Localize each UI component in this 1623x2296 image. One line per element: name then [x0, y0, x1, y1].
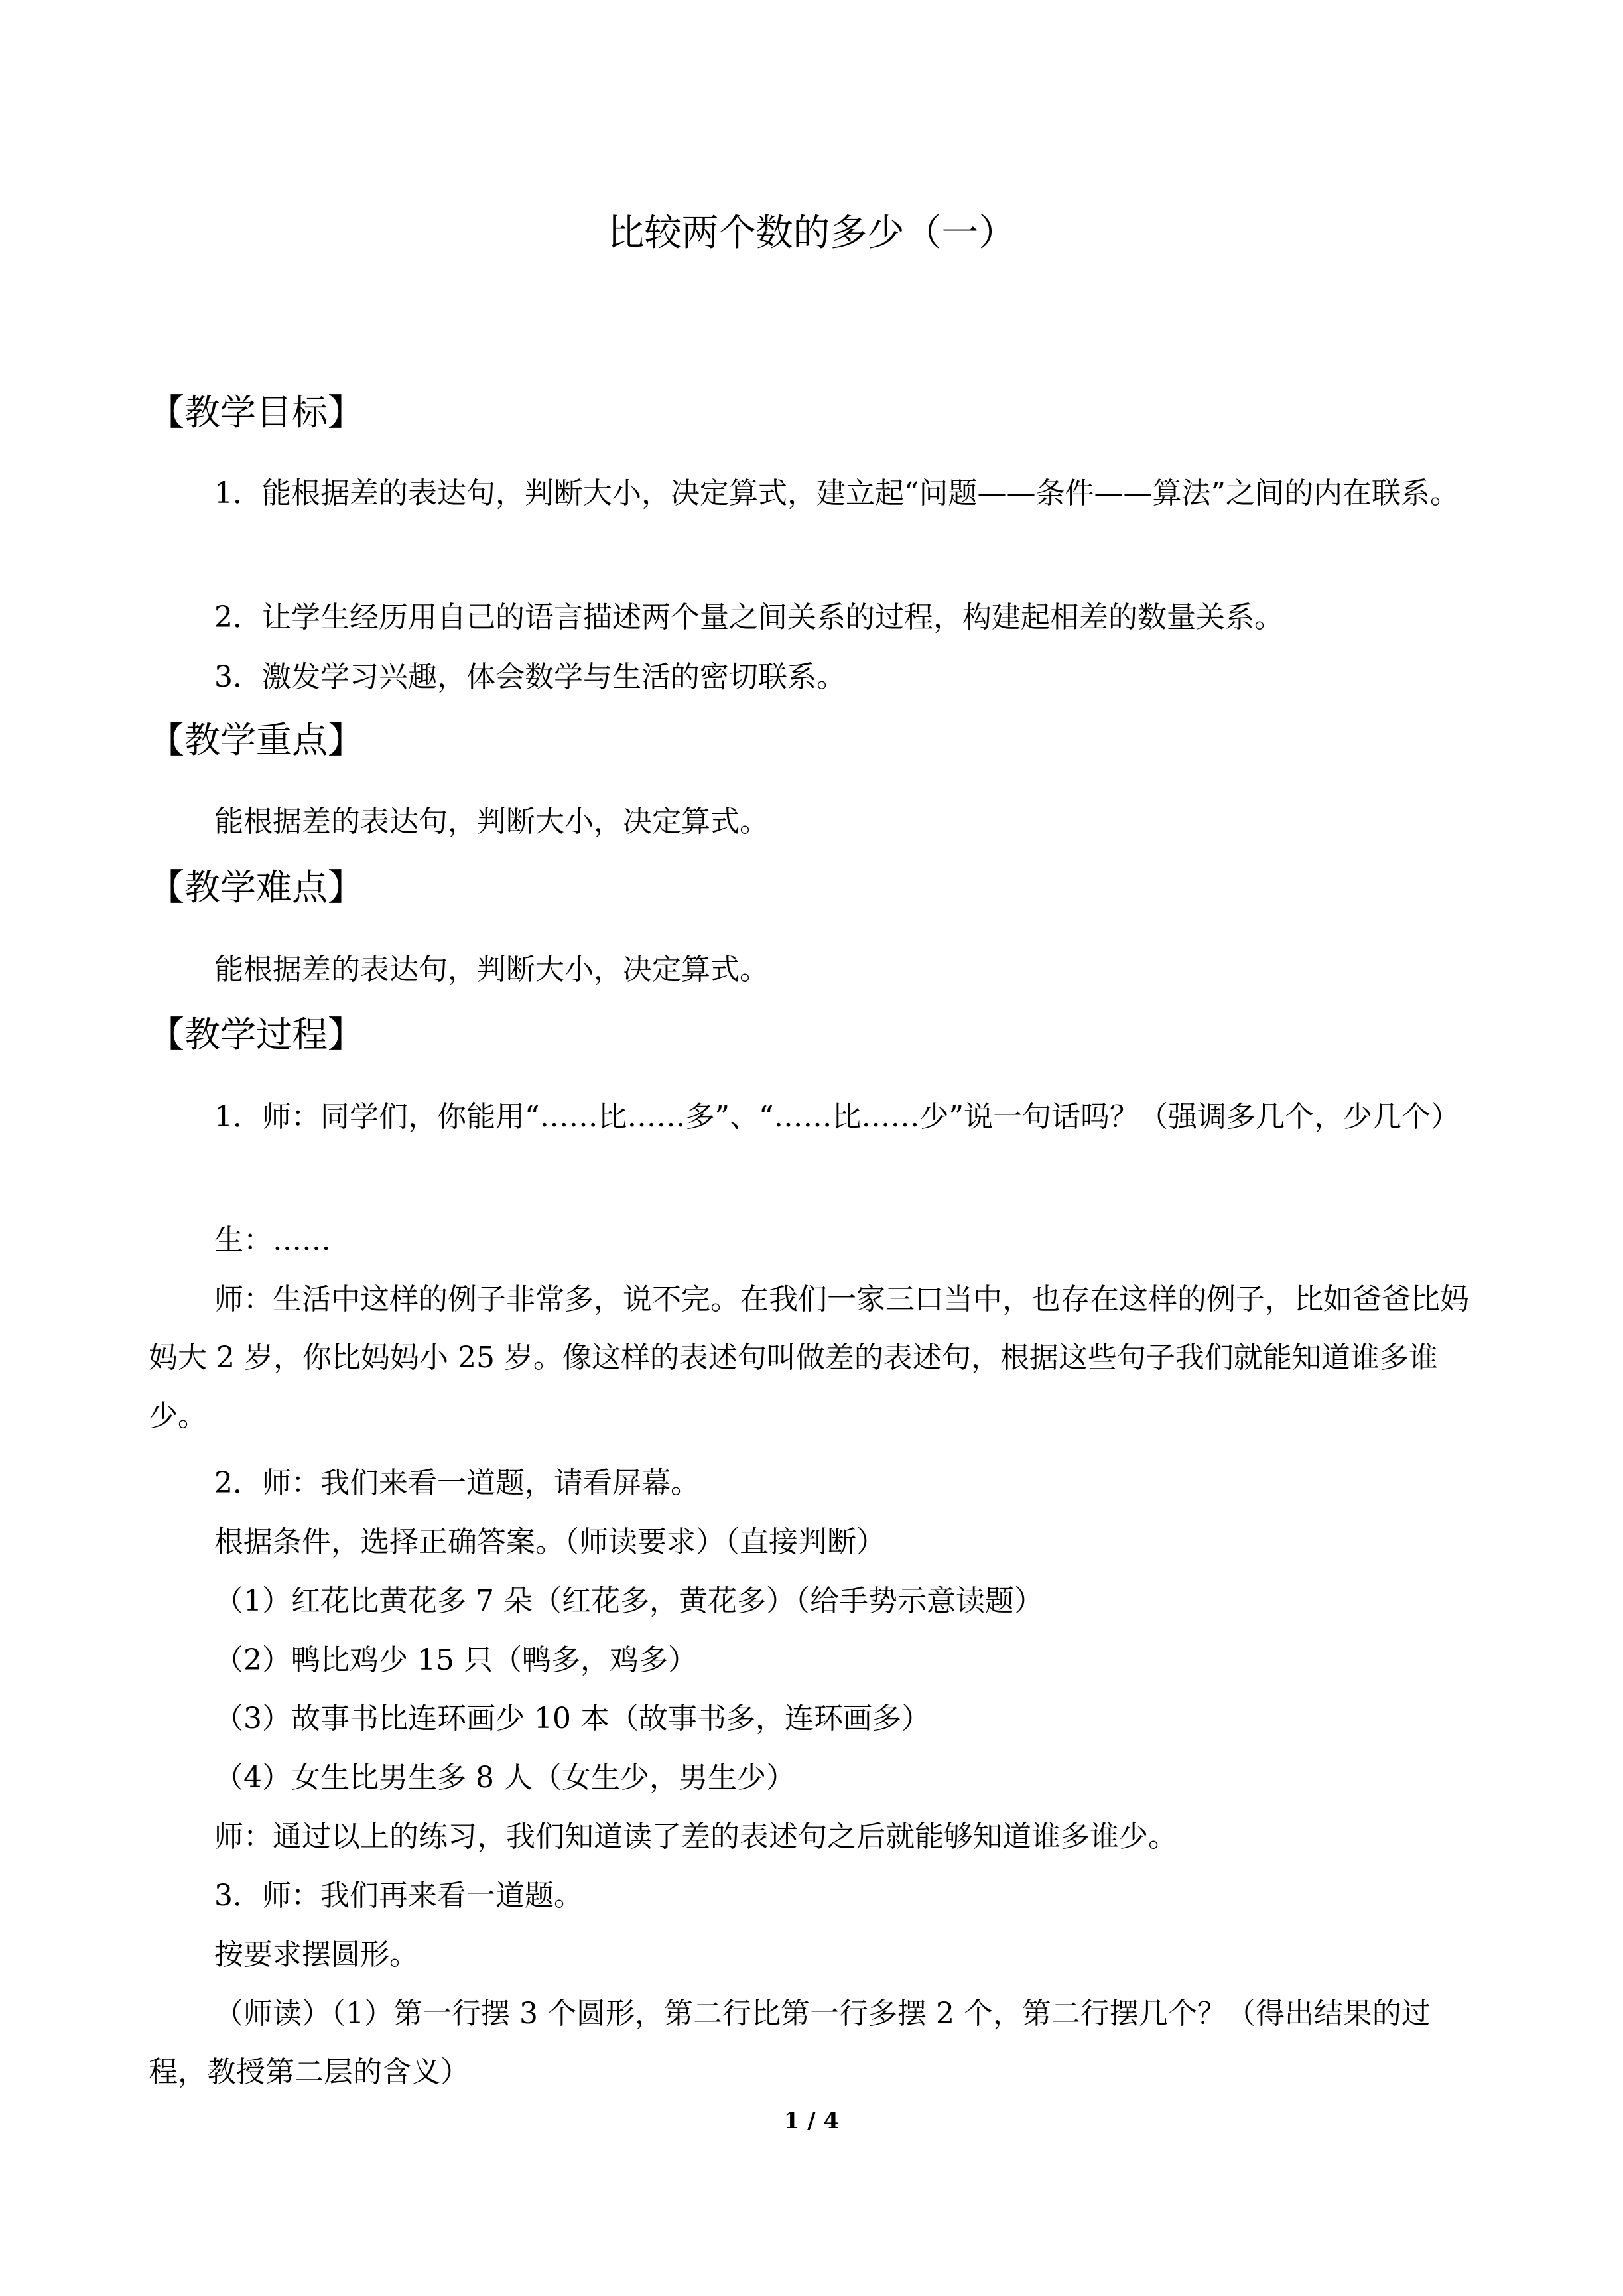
page-number: 1 / 4: [783, 2108, 840, 2134]
heading-key-point: 【教学重点】: [149, 719, 363, 761]
process-paragraph-4: 2．师：我们来看一道题，请看屏幕。: [214, 1466, 700, 1500]
heading-process: 【教学过程】: [149, 1014, 363, 1055]
process-paragraph-6: （1）红花比黄花多 7 朵（红花多，黄花多）（给手势示意读题）: [214, 1584, 1043, 1618]
objective-item-3: 3．激发学习兴趣，体会数学与生活的密切联系。: [214, 660, 846, 694]
process-paragraph-7: （2）鸭比鸡少 15 只（鸭多，鸡多）: [214, 1643, 697, 1677]
process-paragraph-13: （师读）（1）第一行摆 3 个圆形，第二行比第一行多摆 2 个，第二行摆几个？（得出结果的过程，教授第二层的含义）: [149, 1997, 1431, 2089]
process-paragraph-10: 师：通过以上的练习，我们知道读了差的表述句之后就能够知道谁多谁少。: [214, 1820, 1177, 1854]
process-paragraph-8: （3）故事书比连环画少 10 本（故事书多，连环画多）: [214, 1702, 931, 1735]
page-title: 比较两个数的多少（一）: [607, 212, 1016, 255]
process-paragraph-2: 生：……: [214, 1223, 331, 1257]
process-paragraph-1: 1．师：同学们，你能用“……比……多”、“……比……少”说一句话吗？（强调多几个，少几个）: [214, 1100, 1460, 1134]
process-paragraph-9: （4）女生比男生多 8 人（女生少，男生少）: [214, 1761, 795, 1794]
process-paragraph-12: 按要求摆圆形。: [214, 1938, 419, 1972]
difficulty-text: 能根据差的表达句，判断大小，决定算式。: [214, 953, 769, 986]
process-paragraph-5: 根据条件，选择正确答案。（师读要求）（直接判断）: [214, 1525, 885, 1559]
objective-item-2: 2．让学生经历用自己的语言描述两个量之间关系的过程，构建起相差的数量关系。: [214, 600, 1283, 634]
objective-item-1: 1．能根据差的表达句，判断大小，决定算式，建立起“问题——条件——算法”之间的内在联系。: [214, 476, 1459, 510]
process-paragraph-3: 师：生活中这样的例子非常多，说不完。在我们一家三口当中，也存在这样的例子，比如爸爸比妈妈大 2 岁，你比妈妈小 25 岁。像这样的表述句叫做差的表述句，根据这些句子我们就能知道谁多谁少。: [149, 1282, 1469, 1433]
heading-objectives: 【教学目标】: [149, 391, 363, 433]
key-point-text: 能根据差的表达句，判断大小，决定算式。: [214, 805, 769, 839]
heading-difficulty: 【教学难点】: [149, 866, 363, 908]
process-paragraph-11: 3．师：我们再来看一道题。: [214, 1879, 583, 1913]
